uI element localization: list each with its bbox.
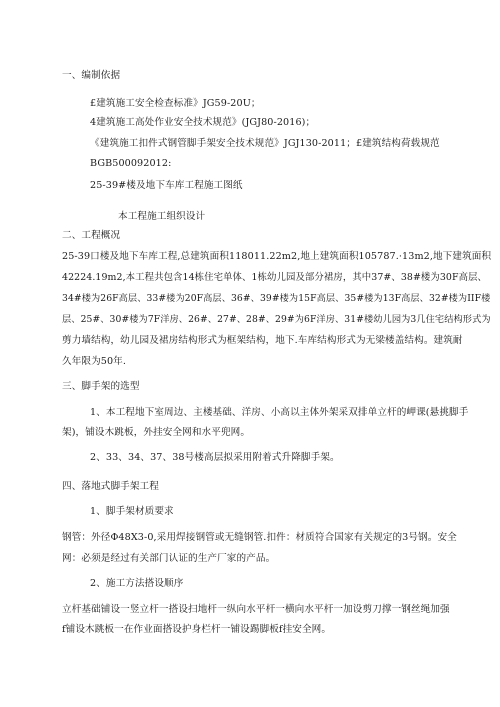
material-line-1: 钢管：外径Φ48X3-0,采用焊接钢管或无缝钢管.扣件：材质符合国家有关规定的3号钢。安全 — [62, 532, 457, 543]
subheading-method: 2、施工方法搭设顺序 — [90, 578, 184, 589]
section-heading-scaffold-selection: 三、脚手架的选型 — [62, 381, 140, 392]
basis-item-5: 本工程施工组织设计 — [118, 211, 206, 222]
material-line-2: 网：必须是经过有关部门认证的生产厂家的产品。 — [62, 553, 276, 564]
basis-item-3: 《建筑施工扣件式钢管脚手架安全技术规范》JGJ130-2011；£建筑结构荷载规范 — [90, 138, 440, 149]
method-line-1: 立杆基础铺设一竖立杆一搭设扫地杆一纵向水平杆一横向水平杆一加设剪刀撑一钢丝绳加强 — [62, 604, 450, 615]
basis-item-4: 25-39#楼及地下车库工程施工图纸 — [90, 180, 243, 191]
overview-line: 25-39口楼及地下车库工程,总建筑面积118011.22m2,地上建筑面积105787.·13m2,地下建筑面积 — [62, 251, 492, 262]
overview-line: 久年限为50年. — [62, 356, 127, 367]
selection-para-2: 2、33、34、37、38号楼高层拟采用附着式升降脚手架。 — [90, 452, 340, 463]
section-heading-overview: 二、工程概况 — [62, 230, 121, 241]
subheading-material: 1、脚手架材质要求 — [90, 506, 174, 517]
selection-para-1-line-2: 架)，铺设木跳板，外挂安全网和水平兜网。 — [62, 427, 251, 438]
basis-item-2: 4建筑施工高处作业安全技术规范》(JGJ80-2016)； — [90, 117, 316, 128]
method-line-2: f铺设木跳板一在作业面搭设护身栏杆一铺设踢脚板f挂安全网。 — [62, 624, 332, 635]
overview-line: 剪力墙结构，幼儿园及裙房结构形式为框架结构，地下.车库结构形式为无梁楼盖结构。建筑耐 — [62, 335, 463, 346]
selection-para-1-line-1: 1、本工程地下室周边、主楼基础、洋房、小高以主体外架采双排单立杆的岬课(悬挑脚手 — [90, 407, 469, 418]
overview-line: 层、25#、30#楼为7F洋房、26#、27#、28#、29#为6F洋房、31#楼幼儿园为3几住宅结构形式为 — [62, 314, 491, 325]
section-heading-basis: 一、编制依据 — [62, 70, 121, 81]
overview-line: 42224.19m2,本工程共包含14栋住宅单体、1栋幼儿园及部分裙房，其中37#、38#楼为30F高层、 — [62, 272, 488, 283]
overview-line: 34#楼为26F高层、33#楼为20F高层、36#、39#楼为15F高层、35#楼为13F高层、32#楼为IIF楼 — [62, 293, 491, 304]
section-heading-floor-scaffold: 四、落地式脚手架工程 — [62, 481, 159, 492]
basis-item-1: £建筑施工安全检查标准》JG59-20U； — [90, 98, 261, 109]
basis-item-3-cont: BGB500092012: — [90, 158, 172, 169]
